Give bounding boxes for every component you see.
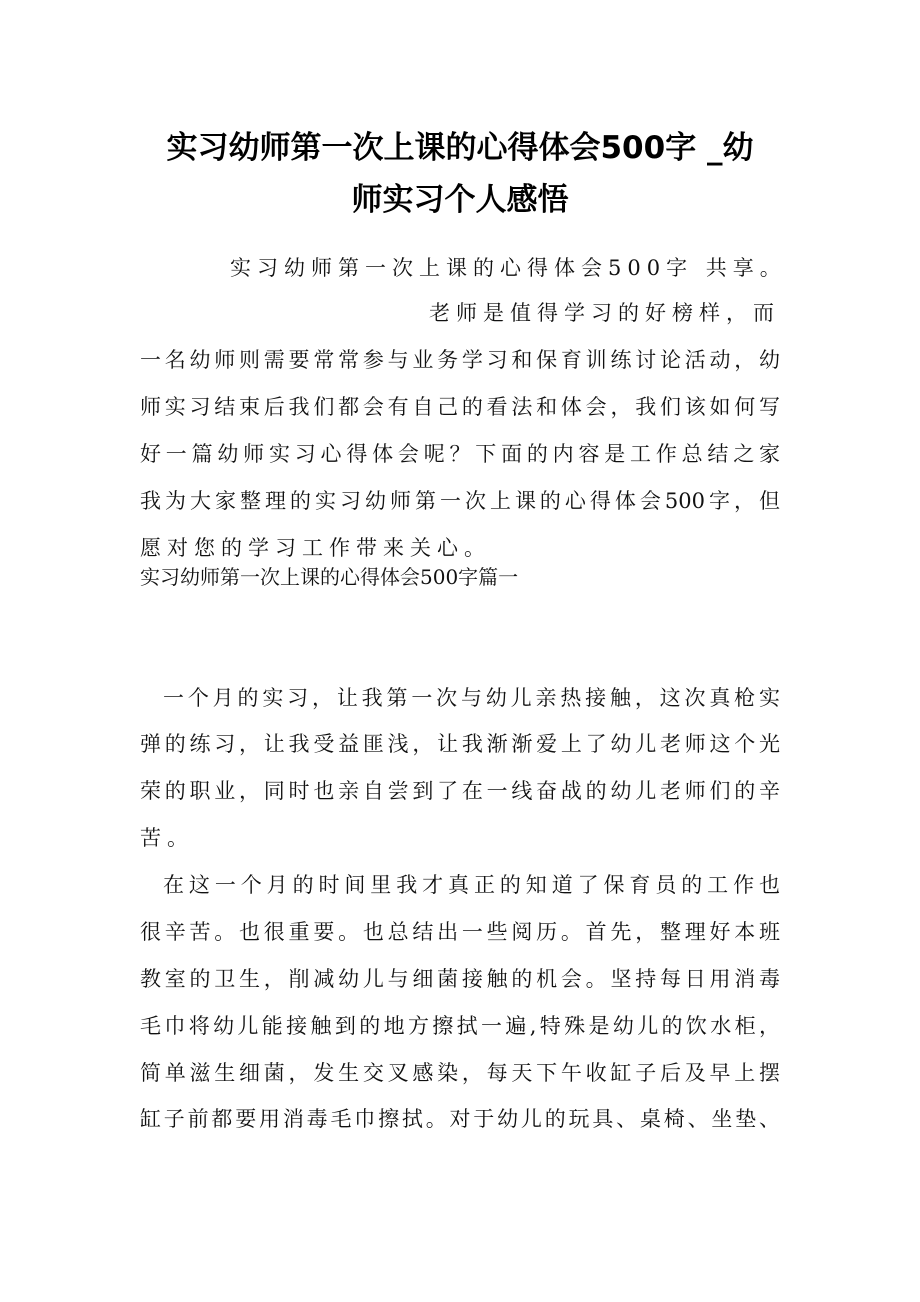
text-line: 师实习结束后我们都会有自己的看法和体会，我们该如何写: [140, 395, 780, 419]
text-line: 缸子前都要用消毒毛巾擦拭。对于幼儿的玩具、桌椅、坐垫、: [140, 1107, 780, 1131]
text-line: 好一篇幼师实习心得体会呢？下面的内容是工作总结之家: [140, 442, 780, 466]
text-line: 弹的练习，让我受益匪浅，让我渐渐爱上了幼儿老师这个光: [140, 732, 780, 756]
text-line: 毛巾将幼儿能接触到的地方擦拭一遍,特殊是幼儿的饮水柜，: [140, 1014, 780, 1038]
title-line-2: 师实习个人感悟: [351, 182, 569, 218]
text-line: 在这一个月的时间里我才真正的知道了保育员的工作也: [163, 873, 780, 897]
title-line-1: 实习幼师第一次上课的心得体会500字 _幼: [166, 130, 754, 166]
text-line: 一名幼师则需要常常参与业务学习和保育训练讨论活动，幼: [140, 348, 780, 372]
text-line: 老师是值得学习的好榜样，而: [429, 301, 780, 325]
text-line: 一个月的实习，让我第一次与幼儿亲热接触，这次真枪实: [163, 686, 780, 710]
text-line: 我为大家整理的实习幼师第一次上课的心得体会500字，但: [140, 489, 780, 513]
text-line: 愿对您的学习工作带来关心。: [140, 536, 491, 560]
section-heading: 实习幼师第一次上课的心得体会500字篇一: [140, 565, 519, 589]
text-line: 很辛苦。也很重要。也总结出一些阅历。首先，整理好本班: [140, 920, 780, 944]
intro-line: 实习幼师第一次上课的心得体会500字 共享。: [230, 256, 787, 280]
text-line: 荣的职业，同时也亲自尝到了在一线奋战的幼儿老师们的辛: [140, 779, 780, 803]
text-line: 教室的卫生，削减幼儿与细菌接触的机会。坚持每日用消毒: [140, 967, 780, 991]
text-line: 简单滋生细菌，发生交叉感染，每天下午收缸子后及早上摆: [140, 1061, 780, 1085]
text-line: 苦。: [140, 826, 194, 850]
